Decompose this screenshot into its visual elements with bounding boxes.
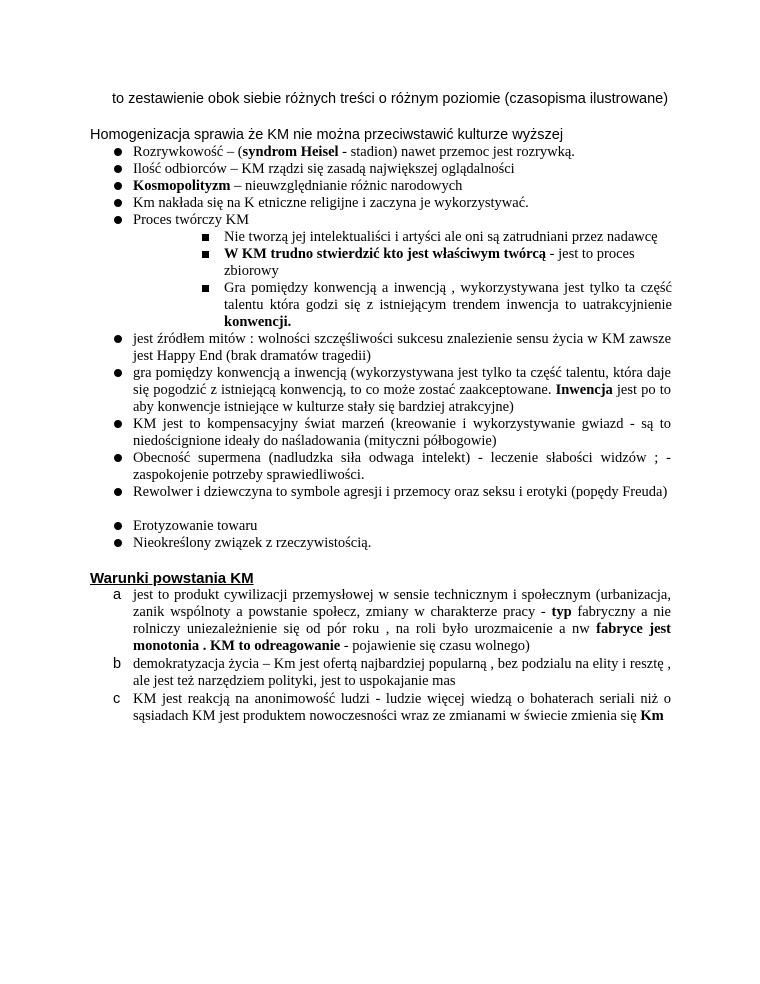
- bullet-icon: [113, 331, 123, 341]
- bold-run: Kosmopolityzm: [133, 178, 231, 194]
- text-run: jest źródłem mitów : wolności szczęśliwości sukcesu znalezienie sensu życia w KM zawsze jest Happy End (brak dramatów tragedii): [133, 331, 671, 364]
- text-run: Rozrywkowość – (: [133, 144, 243, 160]
- list-item: [133, 178, 671, 195]
- bullet-icon: [113, 518, 123, 528]
- text-run: - stadion) nawet przemoc jest rozrywką.: [338, 144, 575, 160]
- list-item: [133, 518, 671, 535]
- text-run: KM jest to kompensacyjny świat marzeń (kreowanie i wykorzystywanie gwiazd - są to niedoścignione ideały do naśladowania (mityczni półbogowie): [133, 416, 671, 449]
- text-run: demokratyzacja życia – Km jest ofertą najbardziej popularną , bez podzialu na elity i resztę , ale jest też narzędziem polityki, jest to uspokajanie mas: [133, 656, 671, 689]
- text-run: Proces twórczy KM: [133, 212, 249, 228]
- bullet-icon: [113, 178, 123, 188]
- sub-list-item: [224, 246, 672, 280]
- square-bullet-icon: [202, 246, 210, 254]
- list-item: [133, 331, 671, 365]
- bold-run: syndrom Heisel: [242, 144, 339, 160]
- bullet-icon: [113, 161, 123, 171]
- bullet-icon: [113, 365, 123, 375]
- list-item: [133, 144, 671, 161]
- list-letter: c: [113, 691, 121, 707]
- text-run: KM jest reakcją na anonimowość ludzi - ludzie więcej wiedzą o bohaterach seriali niż o sąsiadach KM jest produktem nowoczesności wraz ze zmianami w świecie zmienia się: [133, 691, 671, 724]
- square-bullet-icon: [202, 280, 210, 288]
- bold-run: fabryce jest monotonia . KM to odreagowanie: [133, 621, 671, 654]
- bullet-icon: [113, 484, 123, 494]
- list-item: [133, 161, 671, 178]
- list-item: [133, 195, 671, 212]
- bold-run: W KM trudno stwierdzić kto jest właściwym twórcą: [224, 246, 547, 262]
- text-run: jest to produkt cywilizacji przemysłowej w sensie technicznym i społecznym (urbanizacja, zanik wspólnoty a powstanie społecz, zmiany w charakterze pracy -: [133, 587, 671, 620]
- text-run: Km nakłada się na K etniczne religijne i zaczyna je wykorzystywać.: [133, 195, 529, 211]
- section-heading: Warunki powstania KM: [90, 570, 254, 587]
- intro-homogenizacja: [90, 126, 690, 144]
- list-item: [133, 450, 671, 484]
- list-letter: b: [113, 656, 122, 672]
- list-item: [133, 416, 671, 450]
- bold-run: Km: [640, 708, 664, 724]
- text-run: fabryczny a nie rolniczy uniezależnienie się od pór roku , na roli było urozmaicenie a nw: [133, 604, 671, 637]
- intro-paragraph: [112, 90, 671, 108]
- list-item: [133, 365, 671, 416]
- text-run: Gra pomiędzy konwencją a inwencją , wykorzystywana jest tylko ta część talentu która godzi się z istniejącym trendem inwencja to uatrakcyjnienie: [224, 280, 672, 313]
- bullet-icon: [113, 416, 123, 426]
- bullet-icon: [113, 535, 123, 545]
- text-run: - pojawienie się czasu wolnego): [340, 638, 530, 654]
- lettered-item: [133, 656, 671, 690]
- text-run: Ilość odbiorców – KM rządzi się zasadą największej oglądalności: [133, 161, 515, 177]
- lettered-item: [133, 587, 671, 655]
- list-letter: a: [113, 587, 122, 603]
- text-run: Nie tworzą jej intelektualiści i artyści ale oni są zatrudniani przez nadawcę: [224, 229, 658, 245]
- list-item: [133, 535, 671, 552]
- sub-list-item: [224, 280, 672, 331]
- square-bullet-icon: [202, 229, 210, 237]
- bullet-icon: [113, 195, 123, 205]
- list-item: [133, 212, 671, 229]
- text-run: – nieuwzględnianie różnic narodowych: [230, 178, 463, 194]
- text-run: jest po to aby konwencje istniejące w kulturze stały się bardziej atrakcyjne): [133, 382, 671, 415]
- list-item: [133, 484, 671, 501]
- bullet-icon: [113, 144, 123, 154]
- text-run: Rewolwer i dziewczyna to symbole agresji i przemocy oraz seksu i erotyki (popędy Freuda): [133, 484, 668, 500]
- text-run: Erotyzowanie towaru: [133, 518, 258, 534]
- intro-line: Homogenizacja sprawia że KM nie można przeciwstawić kulturze wyższej: [90, 127, 564, 143]
- bullet-icon: [113, 450, 123, 460]
- sub-list-item: [224, 229, 672, 246]
- lettered-item: [133, 691, 671, 725]
- bold-run: konwencji.: [224, 314, 292, 330]
- text-run: Obecność supermena (nadludzka siła odwaga intelekt) - leczenie słabości widzów ; - zaspokojenie potrzeby sprawiedliwości.: [133, 450, 671, 483]
- text-run: Nieokreślony związek z rzeczywistością.: [133, 535, 372, 551]
- bold-run: Inwencja: [555, 382, 613, 398]
- text-run: - jest to proces zbiorowy: [224, 246, 635, 279]
- intro-line: to zestawienie obok siebie różnych treści o różnym poziomie (czasopisma ilustrowane): [112, 91, 669, 107]
- bold-run: typ: [551, 604, 572, 620]
- bullet-icon: [113, 212, 123, 222]
- text-run: gra pomiędzy konwencją a inwencją (wykorzystywana jest tylko ta część talentu, która daje się pogodzić z istniejącą konwencją, to co może zostać zaakceptowane.: [133, 365, 671, 398]
